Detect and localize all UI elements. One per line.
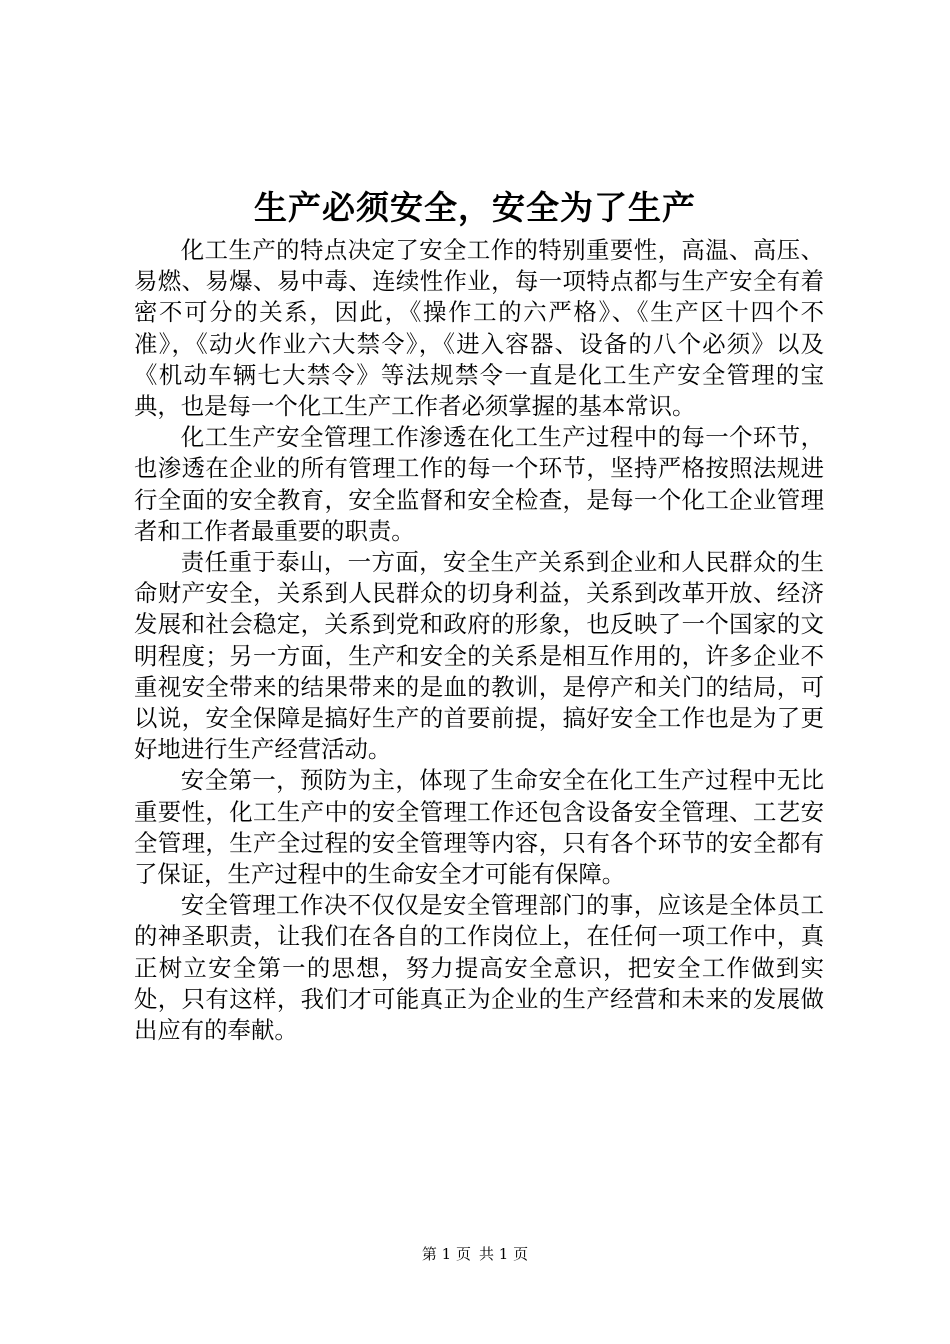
paragraph-5: 安全管理工作决不仅仅是安全管理部门的事，应该是全体员工的神圣职责，让我们在各自的工作岗位上，在任何一项工作中，真正树立安全第一的思想，努力提高安全意识，把安全工作做到实处，只有这样，我们才可能真正为企业的生产经营和未来的发展做出应有的奉献。 <box>134 891 824 1045</box>
paragraph-4: 安全第一，预防为主，体现了生命安全在化工生产过程中无比重要性，化工生产中的安全管理工作还包含设备安全管理、工艺安全管理，生产全过程的安全管理等内容，只有各个环节的安全都有了保证，生产过程中的生命安全才可能有保障。 <box>134 766 824 889</box>
page-total: 共 1 页 <box>479 1245 529 1263</box>
document-title: 生产必须安全，安全为了生产 <box>254 188 696 227</box>
page-footer <box>0 1243 950 1265</box>
paragraph-1: 化工生产的特点决定了安全工作的特别重要性，高温、高压、易燃、易爆、易中毒、连续性作业，每一项特点都与生产安全有着密不可分的关系，因此，《操作工的六严格》、《生产区十四个不准》，《动火作业六大禁令》，《进入容器、设备的八个必须》以及《机动车辆七大禁令》等法规禁令一直是化工生产安全管理的宝典，也是每一个化工生产工作者必须掌握的基本常识。 <box>134 236 824 421</box>
paragraph-3: 责任重于泰山，一方面，安全生产关系到企业和人民群众的生命财产安全，关系到人民群众的切身利益，关系到改革开放、经济发展和社会稳定，关系到党和政府的形象，也反映了一个国家的文明程度；另一方面，生产和安全的关系是相互作用的，许多企业不重视安全带来的结果带来的是血的教训，是停产和关门的结局，可以说，安全保障是搞好生产的首要前提，搞好安全工作也是为了更好地进行生产经营活动。 <box>134 548 824 764</box>
page-number: 第 1 页 <box>421 1245 471 1263</box>
paragraph-2: 化工生产安全管理工作渗透在化工生产过程中的每一个环节，也渗透在企业的所有管理工作的每一个环节，坚持严格按照法规进行全面的安全教育，安全监督和安全检查，是每一个化工企业管理者和工作者最重要的职责。 <box>134 423 824 545</box>
document-body <box>134 235 824 1046</box>
